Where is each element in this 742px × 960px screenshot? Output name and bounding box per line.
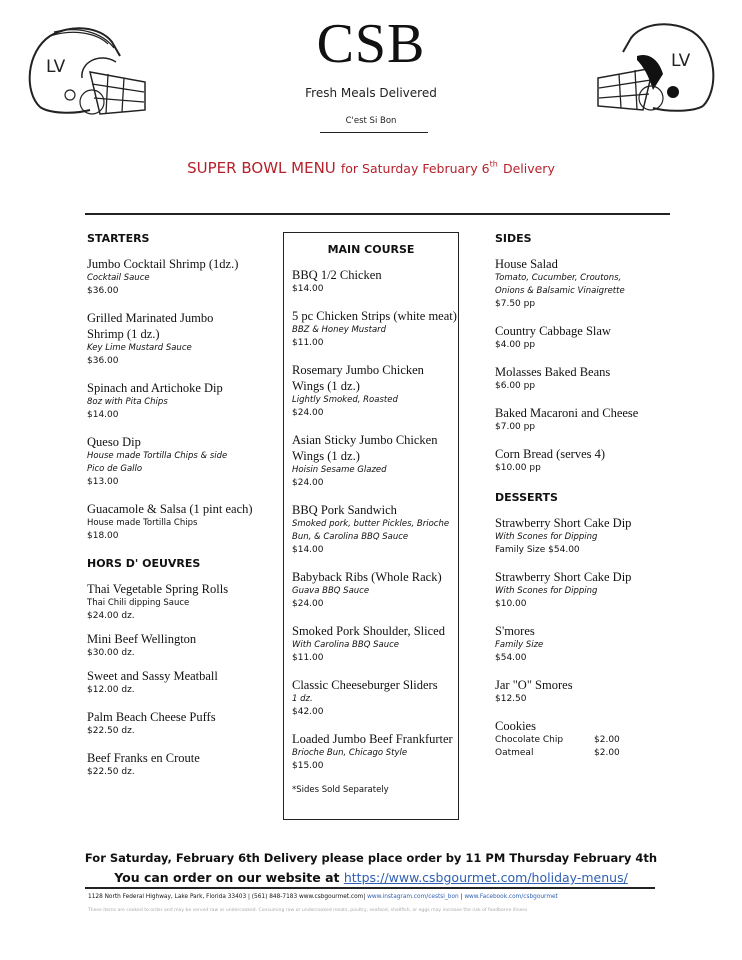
item-price: $24.00 [292,599,324,609]
item-name: House Salad [495,257,558,271]
item-price: $42.00 [292,707,324,717]
instagram-link[interactable]: www.instagram.com/cestsi_bon [367,894,459,900]
item-name: Strawberry Short Cake Dip [495,516,632,530]
website-prefix: You can order on our website at [114,870,340,885]
menu-item [87,501,277,543]
item-name: Molasses Baked Beans [495,365,611,379]
left-column [87,232,277,791]
item-price: $24.00 dz. [87,611,135,621]
menu-item [292,623,458,665]
item-name: 5 pc Chicken Strips (white meat) [292,309,457,323]
sides-heading: SIDES [495,232,532,245]
item-price: $22.50 dz. [87,767,135,777]
menu-item [495,623,670,665]
menu-item [87,668,277,697]
item-name: Jumbo Cocktail Shrimp (1dz.) [87,257,239,271]
menu-item [87,310,277,368]
item-price: $7.00 pp [495,422,536,432]
item-description: Family Size [495,640,544,650]
item-description: Smoked pork, butter Pickles, Brioche Bun, & Carolina BBQ Sauce [292,519,450,542]
item-price: $36.00 [87,286,119,296]
item-name: BBQ 1/2 Chicken [292,268,382,282]
item-price: $13.00 [87,477,119,487]
cookie-row [495,734,670,747]
item-price: $11.00 [292,338,324,348]
item-name: Loaded Jumbo Beef Frankfurter [292,732,453,746]
menu-title-main: SUPER BOWL MENU [187,159,336,177]
footer-divider [85,887,655,889]
item-price: $10.00 [495,599,527,609]
cookie-label: Oatmeal [495,748,534,758]
facebook-link[interactable]: www.Facebook.com/csbgourmet [464,894,558,900]
menu-item [495,405,670,434]
website-link[interactable]: https://www.csbgourmet.com/holiday-menus/ [343,870,628,885]
header-divider [85,213,670,215]
menu-item [292,308,458,350]
menu-item [495,515,670,557]
item-name: S'mores [495,624,535,638]
item-name: Smoked Pork Shoulder, Sliced [292,624,445,638]
item-description: Thai Chili dipping Sauce [87,598,190,608]
cookie-label: Chocolate Chip [495,735,564,745]
menu-item [87,380,277,422]
item-name: Rosemary Jumbo Chicken Wings (1 dz.) [292,363,424,393]
address-text: 1128 North Federal Highway, Lake Park, Florida 33403 | (561) 848-7183 www.csbgourmet.com| [88,894,366,900]
item-description: Hoisin Sesame Glazed [292,465,387,475]
item-price: $12.50 [495,694,527,704]
menu-item [292,677,458,719]
menu-item [292,432,458,490]
item-price: $14.00 [87,410,119,420]
menu-title-date: for Saturday February 6 [340,161,490,176]
item-name: Palm Beach Cheese Puffs [87,710,216,724]
cookie-price: $2.00 [594,735,620,745]
address-line [88,894,688,900]
item-price: Family Size $54.00 [495,545,580,555]
item-description: Lightly Smoked, Roasted [292,395,398,405]
item-price: $30.00 dz. [87,648,135,658]
subtagline-divider [320,132,428,133]
menu-title-delivery: Delivery [502,161,555,176]
item-description: BBZ & Honey Mustard [292,325,387,335]
item-name: Baked Macaroni and Cheese [495,406,639,420]
item-price: $36.00 [87,356,119,366]
menu-item [495,569,670,611]
menu-item [87,709,277,738]
brand-logo: CSB [316,13,426,75]
main-course-heading: MAIN COURSE [327,243,415,256]
brand-subtagline: C'est Si Bon [345,116,397,126]
item-description: Brioche Bun, Chicago Style [292,748,408,758]
food-safety-disclaimer: These items are cooked to order and may be served raw or undercooked. Consuming raw or undercooked meats, poultry, seafood, shellfish, or eggs may increase the risk of foodborne illness [88,908,528,913]
item-price: $14.00 [292,284,324,294]
cookies-item [495,718,670,760]
menu-item [87,581,277,623]
item-description: Key Lime Mustard Sauce [87,343,192,353]
item-description: House made Tortilla Chips & side Pico de Gallo [87,451,228,474]
menu-item [292,502,458,557]
item-price: $22.50 dz. [87,726,135,736]
menu-item [87,631,277,660]
item-name: Babyback Ribs (Whole Rack) [292,570,442,584]
sides-note: *Sides Sold Separately [292,785,389,795]
cookie-price: $2.00 [594,748,620,758]
item-name: Thai Vegetable Spring Rolls [87,582,229,596]
item-name: Classic Cheeseburger Sliders [292,678,438,692]
link-separator: | [460,894,463,900]
item-price: $15.00 [292,761,324,771]
item-price: $6.00 pp [495,381,536,391]
item-description: With Carolina BBQ Sauce [292,640,399,650]
menu-item [87,750,277,779]
item-name: Mini Beef Wellington [87,632,197,646]
order-deadline: For Saturday, February 6th Delivery please place order by 11 PM Thursday February 4th [84,851,658,865]
item-price: $18.00 [87,531,119,541]
item-name: Corn Bread (serves 4) [495,447,606,461]
website-line [0,870,742,885]
menu-title-ordinal: th [489,159,498,169]
menu-item [495,364,670,393]
helmet-left-label: LV [46,57,66,77]
item-price: $24.00 [292,408,324,418]
menu-item [495,256,670,311]
helmet-right-label: LV [671,51,691,71]
menu-item [87,434,277,489]
menu-item [292,569,458,611]
item-name: Cookies [495,719,536,733]
menu-item [292,267,458,296]
item-name: Jar "O" Smores [495,678,573,692]
item-name: Queso Dip [87,435,141,449]
menu-item [292,731,458,773]
menu-title [0,158,742,177]
item-price: $11.00 [292,653,324,663]
item-price: $14.00 [292,545,324,555]
brand-tagline: Fresh Meals Delivered [305,86,437,100]
item-name: Sweet and Sassy Meatball [87,669,218,683]
main-course-box [283,232,459,820]
item-name: Country Cabbage Slaw [495,324,611,338]
item-price: $4.00 pp [495,340,536,350]
item-name: Asian Sticky Jumbo Chicken Wings (1 dz.) [292,433,438,463]
item-description: 1 dz. [292,694,313,704]
item-name: Beef Franks en Croute [87,751,200,765]
item-price: $24.00 [292,478,324,488]
starters-heading: STARTERS [87,232,150,245]
item-price: $54.00 [495,653,527,663]
right-column [495,232,670,772]
item-price: $7.50 pp [495,299,536,309]
menu-item [495,677,670,706]
hors-doeuvres-heading: HORS D' OEUVRES [87,557,201,570]
item-description: 8oz with Pita Chips [87,397,168,407]
item-description: With Scones for Dipping [495,586,598,596]
menu-item [292,362,458,420]
item-description: Guava BBQ Sauce [292,586,370,596]
item-name: Strawberry Short Cake Dip [495,570,632,584]
cookie-row [495,747,670,760]
item-name: Spinach and Artichoke Dip [87,381,223,395]
item-description: Cocktail Sauce [87,273,150,283]
item-name: BBQ Pork Sandwich [292,503,397,517]
item-name: Guacamole & Salsa (1 pint each) [87,502,253,516]
item-price: $10.00 pp [495,463,541,473]
menu-item [495,323,670,352]
desserts-heading: DESSERTS [495,491,558,504]
item-description: House made Tortilla Chips [87,518,198,528]
item-price: $12.00 dz. [87,685,135,695]
item-description: With Scones for Dipping [495,532,598,542]
menu-item [495,446,670,475]
menu-item [87,256,277,298]
item-description: Tomato, Cucumber, Croutons, Onions & Balsamic Vinaigrette [495,273,625,296]
item-name: Grilled Marinated Jumbo Shrimp (1 dz.) [87,311,214,341]
